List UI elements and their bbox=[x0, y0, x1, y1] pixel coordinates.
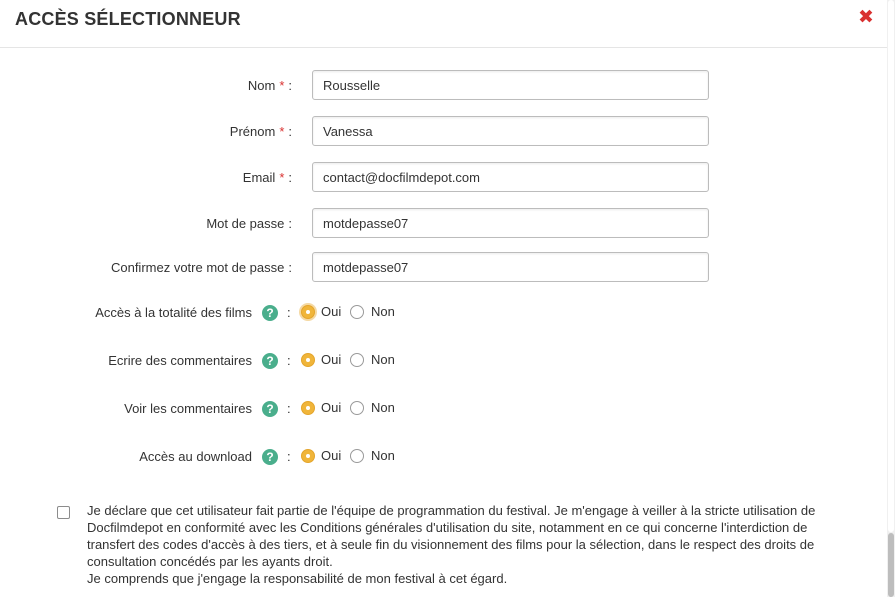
scrollbar[interactable] bbox=[887, 0, 895, 597]
required-mark: * bbox=[279, 124, 285, 139]
radio-oui-label[interactable]: Oui bbox=[321, 304, 342, 319]
label-text: Nom bbox=[247, 78, 276, 93]
radio-non-label[interactable]: Non bbox=[371, 400, 395, 415]
declaration-responsibility: Je comprends que j'engage la responsabilité de mon festival à cet égard. bbox=[87, 571, 508, 586]
label-colon: : bbox=[287, 401, 291, 416]
radio-group-label: Accès à la totalité des films bbox=[95, 305, 252, 320]
close-icon[interactable]: ✖ bbox=[858, 7, 874, 28]
confirm-password-input[interactable] bbox=[312, 252, 709, 282]
label-colon: : bbox=[288, 260, 292, 275]
label-colon: : bbox=[287, 353, 291, 368]
radio-group-label: Ecrire des commentaires bbox=[108, 353, 252, 368]
radio-oui[interactable] bbox=[301, 401, 315, 415]
radio-non[interactable] bbox=[350, 305, 364, 319]
radio-oui[interactable] bbox=[301, 305, 315, 319]
radio-oui-label[interactable]: Oui bbox=[321, 400, 342, 415]
required-mark: * bbox=[279, 170, 285, 185]
field-label-password bbox=[206, 216, 292, 231]
label-colon: : bbox=[288, 124, 292, 139]
scrollbar-track-upper bbox=[888, 0, 894, 532]
radio-non[interactable] bbox=[350, 449, 364, 463]
radio-row-acces-download bbox=[0, 445, 887, 469]
form-row-nom bbox=[0, 70, 887, 104]
modal-title: ACCÈS SÉLECTIONNEUR bbox=[15, 9, 241, 29]
help-icon[interactable]: ? bbox=[262, 305, 278, 321]
label-text: Confirmez votre mot de passe bbox=[110, 260, 285, 275]
radio-non-label[interactable]: Non bbox=[371, 304, 395, 319]
radio-row-voir-commentaires bbox=[0, 397, 887, 421]
radio-row-acces-films bbox=[0, 301, 887, 325]
label-colon: : bbox=[288, 216, 292, 231]
radio-non-label[interactable]: Non bbox=[371, 448, 395, 463]
declaration-checkbox[interactable] bbox=[57, 506, 70, 519]
required-mark: * bbox=[279, 78, 285, 93]
help-icon[interactable]: ? bbox=[262, 449, 278, 465]
radio-non[interactable] bbox=[350, 353, 364, 367]
label-text: Mot de passe bbox=[206, 216, 285, 231]
modal-header bbox=[0, 0, 887, 48]
radio-oui-label[interactable]: Oui bbox=[321, 352, 342, 367]
label-colon: : bbox=[288, 78, 292, 93]
password-input[interactable] bbox=[312, 208, 709, 238]
prenom-input[interactable] bbox=[312, 116, 709, 146]
declaration-text bbox=[87, 502, 827, 587]
form-row-confirm-password bbox=[0, 252, 887, 286]
help-icon[interactable]: ? bbox=[262, 401, 278, 417]
label-colon: : bbox=[287, 449, 291, 464]
radio-group-label: Accès au download bbox=[139, 449, 252, 464]
form-row-email bbox=[0, 162, 887, 196]
field-label-email bbox=[243, 170, 292, 185]
radio-row-ecrire-commentaires bbox=[0, 349, 887, 373]
radio-non-label[interactable]: Non bbox=[371, 352, 395, 367]
nom-input[interactable] bbox=[312, 70, 709, 100]
label-colon: : bbox=[288, 170, 292, 185]
scrollbar-thumb[interactable] bbox=[888, 533, 894, 597]
declaration-paragraph: Je déclare que cet utilisateur fait partie de l'équipe de programmation du festival. Je m'engage à veiller à la stricte utilisation de Docfilmdepot en conformité avec les Conditions générales d'utilisation du site, notamment en ce qui concerne l'interdiction de transfert des codes d'accès à des tiers, et à seule fin du visionnement des films pour la sélection, dans le respect des droits de consultation concédés par les ayants droit. bbox=[87, 503, 816, 569]
label-colon: : bbox=[287, 305, 291, 320]
field-label-prenom bbox=[230, 124, 292, 139]
radio-oui-label[interactable]: Oui bbox=[321, 448, 342, 463]
label-text: Email bbox=[242, 170, 276, 185]
form-row-password bbox=[0, 208, 887, 242]
radio-oui[interactable] bbox=[301, 353, 315, 367]
form-row-prenom bbox=[0, 116, 887, 150]
field-label-confirm-password bbox=[111, 260, 292, 275]
radio-non[interactable] bbox=[350, 401, 364, 415]
email-input[interactable] bbox=[312, 162, 709, 192]
radio-oui[interactable] bbox=[301, 449, 315, 463]
field-label-nom bbox=[248, 78, 292, 93]
radio-group-label: Voir les commentaires bbox=[124, 401, 252, 416]
help-icon[interactable]: ? bbox=[262, 353, 278, 369]
label-text: Prénom bbox=[229, 124, 276, 139]
